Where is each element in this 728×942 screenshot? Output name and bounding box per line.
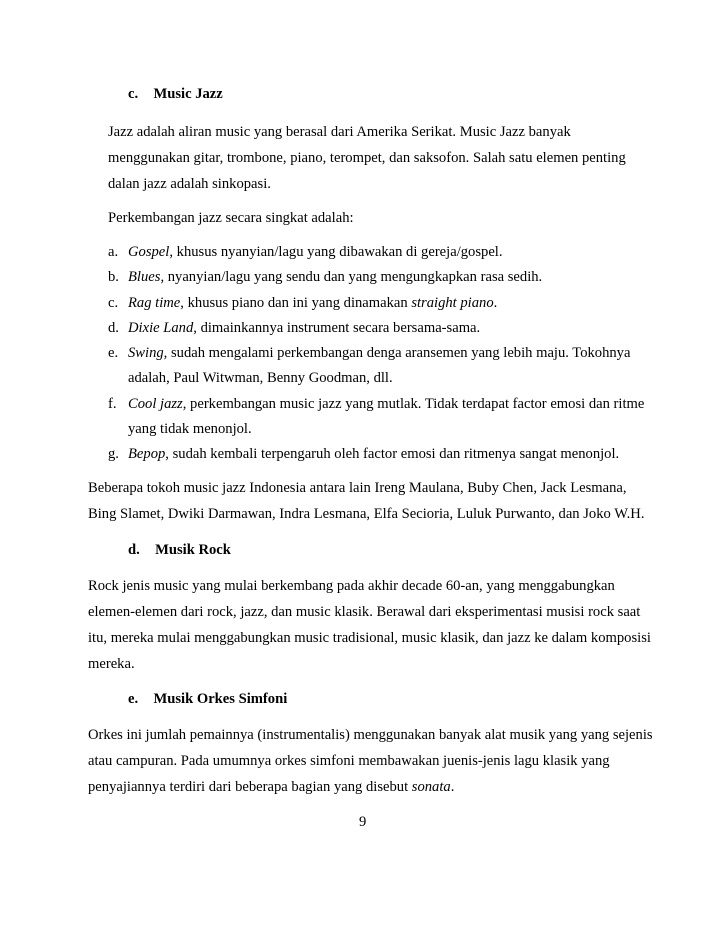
heading-music-jazz	[128, 86, 223, 103]
list-letter: g.	[108, 446, 119, 462]
list-text: yang tidak menonjol.	[128, 421, 252, 437]
list-letter: f.	[108, 396, 117, 412]
list-letter: d.	[108, 320, 119, 336]
paragraph-text: .	[450, 779, 455, 795]
paragraph-line: elemen-elemen dari rock, jazz, dan music klasik. Berawal dari eksperimentasi musisi rock saat	[88, 604, 641, 620]
paragraph-line: mereka.	[88, 656, 135, 672]
list-text: , dimainkannya instrument secara bersama-sama.	[193, 320, 481, 336]
paragraph-line: atau campuran. Pada umumnya orkes simfoni membawakan juenis-jenis lagu klasik yang	[88, 753, 610, 769]
list-letter: a.	[108, 244, 119, 260]
heading-title: Music Jazz	[153, 86, 223, 102]
list-letter: e.	[108, 345, 119, 361]
paragraph-line: Perkembangan jazz secara singkat adalah:	[108, 210, 354, 226]
heading-letter: d.	[128, 542, 140, 558]
heading-title: Musik Orkes Simfoni	[153, 691, 288, 707]
list-letter: b.	[108, 269, 119, 285]
paragraph-line: Rock jenis music yang mulai berkembang pada akhir decade 60-an, yang menggabungkan	[88, 578, 615, 594]
paragraph-line: itu, mereka mulai menggabungkan music tradisional, music klasik, dan jazz ke dalam komposisi	[88, 630, 651, 646]
page-number: 9	[359, 814, 367, 830]
list-text: adalah, Paul Witwman, Benny Goodman, dll.	[128, 370, 393, 386]
list-term: Blues	[128, 269, 161, 285]
list-term: Swing,	[128, 345, 168, 361]
paragraph-text: penyajiannya terdiri dari beberapa bagian yang disebut	[88, 779, 412, 795]
paragraph-line: dalan jazz adalah sinkopasi.	[108, 176, 271, 192]
paragraph-line: Jazz adalah aliran music yang berasal dari Amerika Serikat. Music Jazz banyak	[108, 124, 571, 140]
list-text: , perkembangan music jazz yang mutlak. Tidak terdapat factor emosi dan ritme	[182, 396, 645, 412]
list-text: , khusus piano dan ini yang dinamakan	[180, 295, 412, 311]
paragraph-term: sonata	[411, 779, 451, 795]
list-text: .	[493, 295, 498, 311]
heading-musik-rock	[128, 542, 231, 559]
heading-title: Musik Rock	[155, 542, 231, 558]
list-term: Dixie Land	[128, 320, 194, 336]
list-term: Rag time	[128, 295, 181, 311]
paragraph-line: Bing Slamet, Dwiki Darmawan, Indra Lesmana, Elfa Secioria, Luluk Purwanto, dan Joko W.H.	[88, 506, 645, 522]
list-term: Cool jazz	[128, 396, 183, 412]
list-letter: c.	[108, 295, 119, 311]
list-term: straight piano	[411, 295, 494, 311]
paragraph-line: Beberapa tokoh music jazz Indonesia antara lain Ireng Maulana, Buby Chen, Jack Lesmana,	[88, 480, 627, 496]
list-text: sudah mengalami perkembangan denga aransemen yang lebih maju. Tokohnya	[167, 345, 631, 361]
list-text: , nyanyian/lagu yang sendu dan yang mengungkapkan rasa sedih.	[160, 269, 543, 285]
list-text: , sudah kembali terpengaruh oleh factor emosi dan ritmenya sangat menonjol.	[165, 446, 620, 462]
paragraph-line: menggunakan gitar, trombone, piano, terompet, dan saksofon. Salah satu elemen penting	[108, 150, 626, 166]
heading-letter: e.	[128, 691, 139, 707]
heading-letter: c.	[128, 86, 139, 102]
heading-musik-orkes-simfoni	[128, 691, 287, 708]
paragraph-line	[88, 779, 454, 796]
list-term: Gospel	[128, 244, 170, 260]
list-text: , khusus nyanyian/lagu yang dibawakan di gereja/gospel.	[169, 244, 503, 260]
list-term: Bepop	[128, 446, 166, 462]
paragraph-line: Orkes ini jumlah pemainnya (instrumentalis) menggunakan banyak alat musik yang yang sejenis	[88, 727, 653, 743]
